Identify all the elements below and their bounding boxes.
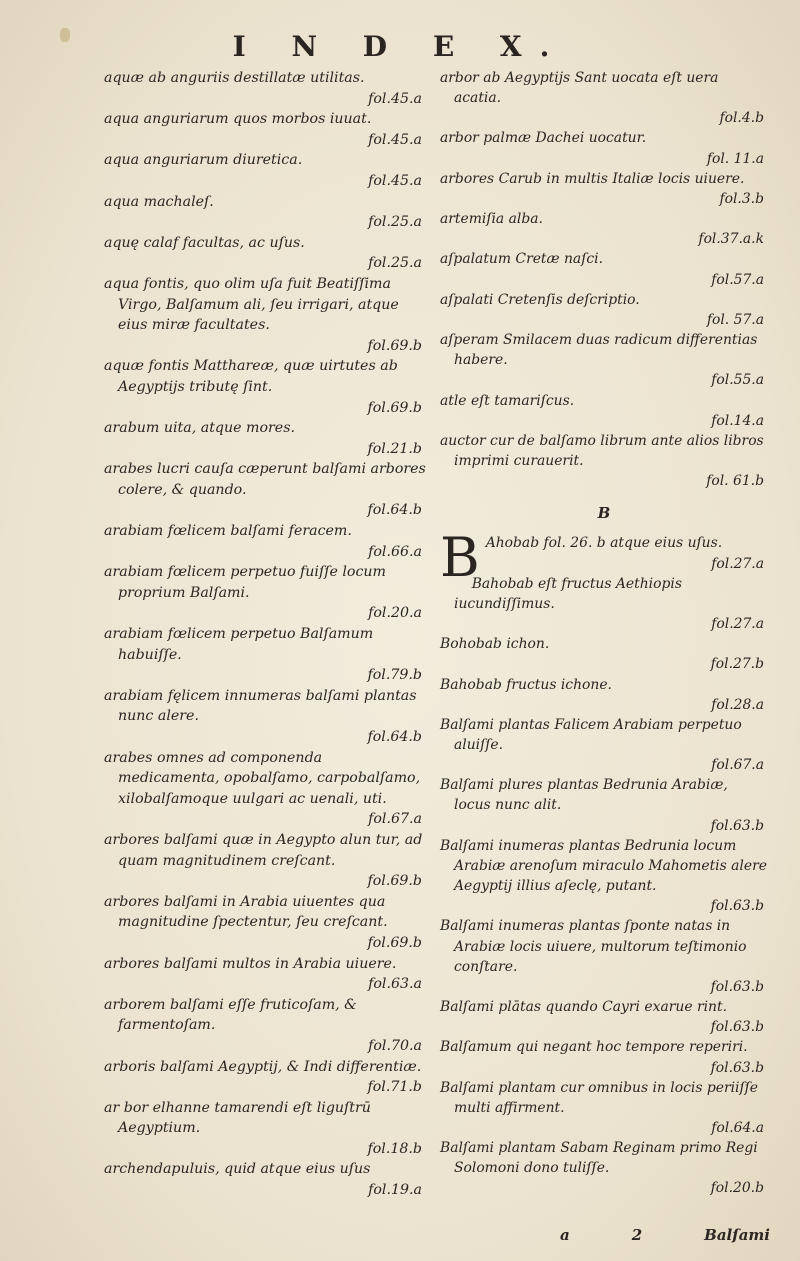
entry-text: aqua machaleſ. [104, 193, 214, 210]
entry-text: arabiam fęlicem innumeras balſami plantas nunc alere. [104, 687, 417, 725]
index-entry [104, 748, 426, 830]
folio-reference: fol.63.b [710, 898, 764, 915]
index-entry [440, 209, 768, 249]
folio-reference: fol.4.b [719, 110, 764, 127]
folio-reference: fol.67.a [711, 757, 764, 774]
entry-text: arborem balſami eſſe fruticoſam, & farmentoſam. [104, 996, 357, 1034]
a-entries-continued [440, 68, 768, 491]
folio-reference: fol.27.a [711, 555, 764, 572]
signature-number: 2 [631, 1226, 643, 1244]
entry-text: aquę calaf facultas, ac uſus. [104, 234, 305, 251]
folio-reference: fol.25.a [368, 255, 422, 272]
entry-text: Balſami plantas Falicem Arabiam perpetuo aluiſſe. [440, 716, 742, 753]
entry-text: arabes omnes ad componenda medicamenta, opobalſamo, carpobalſamo, xilobalſamoque uulgari ac uenali, uti. [104, 749, 421, 807]
entry-text: Balſamum qui negant hoc tempore reperiri. [440, 1039, 748, 1056]
index-entry [104, 892, 426, 954]
folio-reference: fol.27.b [710, 656, 764, 673]
index-entry [440, 916, 768, 997]
folio-reference: fol. 61.b [706, 473, 764, 490]
entry-text: aſperam Smilacem duas radicum differentias habere. [440, 332, 758, 369]
entry-text: Balſami plantam cur omnibus in locis periiſſe multi affirment. [440, 1079, 758, 1116]
index-entry [104, 356, 426, 418]
entry-text: arbores balſami quæ in Aegypto alun tur, ad quam magnitudinem creſcant. [104, 831, 423, 869]
entry-text: arabiam fœlicem perpetuo Balſamum habuiſſe. [104, 626, 374, 663]
index-entry [440, 715, 768, 775]
index-entry [104, 995, 426, 1057]
folio-reference: fol.69.b [367, 337, 422, 354]
folio-reference: fol.63.b [710, 1059, 764, 1076]
entry-text: Ahobab fol. 26. b atque eius uſus. [485, 535, 723, 552]
index-entry [440, 330, 768, 390]
entry-text: Balſami plantam Sabam Reginam primo Regi Solomoni dono tuliſſe. [440, 1140, 758, 1177]
page-footer [560, 1226, 770, 1244]
index-entry [104, 1159, 426, 1200]
index-entry [104, 233, 426, 274]
folio-reference: fol.69.b [367, 873, 422, 890]
index-entry [440, 1037, 768, 1077]
index-entry [104, 624, 426, 686]
folio-reference: fol.14.a [711, 412, 764, 429]
entry-text: Bahobab eſt fructus Aethiopis iucundiſſimus. [454, 575, 682, 612]
index-entry [440, 675, 768, 715]
index-entry [104, 274, 426, 356]
entry-text: aquæ fontis Matthareæ, quæ uirtutes ab Aegyptijs tributę ſint. [104, 358, 398, 395]
index-entry [104, 459, 426, 521]
index-entry [440, 391, 768, 431]
folio-reference: fol.18.b [367, 1140, 422, 1157]
folio-reference: fol.69.b [367, 934, 422, 951]
index-entry [104, 686, 426, 748]
entry-text: Balſami plātas quando Cayri exarue rint. [440, 999, 727, 1016]
folio-reference: fol.27.a [711, 616, 764, 633]
folio-reference: fol.64.a [711, 1119, 764, 1136]
entry-text: Balſami plures plantas Bedrunia Arabiæ, locus nunc alit. [440, 777, 728, 814]
index-entry [440, 290, 768, 330]
index-entry [440, 997, 768, 1037]
page-title: I N D E X. [232, 30, 568, 63]
folio-reference: fol.3.b [719, 190, 764, 207]
index-entry [104, 1098, 426, 1160]
entry-text: aqua anguriarum diuretica. [104, 152, 303, 169]
entry-text: arboris balſami Aegyptij, & Indi differentiæ. [104, 1058, 422, 1075]
index-entry [104, 150, 426, 191]
entry-text: artemiſia alba. [440, 211, 543, 228]
folio-reference: fol. 57.a [706, 311, 764, 328]
index-entry [440, 1138, 768, 1198]
signature-mark: a [560, 1226, 570, 1244]
folio-reference: fol.45.a [368, 90, 422, 107]
right-column [440, 68, 768, 1199]
entry-text: arbores balſami in Arabia uiuentes qua magnitudine ſpectentur, ſeu creſcant. [104, 893, 388, 931]
b-entries [440, 526, 768, 1198]
folio-reference: fol.20.b [710, 1180, 764, 1197]
entry-text: arbor ab Aegyptijs Sant uocata eſt uera acatia. [440, 70, 719, 107]
folio-reference: fol.63.b [710, 978, 764, 995]
entry-text: Balſami inumeras plantas ſponte natas in Arabiæ locis uiuere, multorum teſtimonio conſtare. [440, 918, 747, 975]
section-letter-b: B [597, 504, 611, 523]
index-entry [440, 634, 768, 674]
entry-text: Bohobab ichon. [440, 636, 550, 653]
index-entry [440, 1078, 768, 1138]
index-entry [440, 775, 768, 835]
entry-text: aſpalatum Cretæ naſci. [440, 251, 603, 268]
index-entry [440, 574, 768, 634]
folio-reference: fol.37.a.k [698, 231, 764, 248]
folio-reference: fol.79.b [367, 667, 422, 684]
folio-reference: fol.63.b [710, 1019, 764, 1036]
folio-reference: fol.45.a [368, 172, 422, 189]
entry-text: aqua fontis, quo olim uſa fuit Beatiſſima Virgo, Balſamum ali, ſeu irrigari, atque eius miræ facultates. [104, 275, 399, 334]
index-entry [104, 192, 426, 233]
entry-text: Balſami inumeras plantas Bedrunia locum Arabiæ arenoſum miraculo Mahometis alere Aegyptij illius aſeclę, putant. [440, 837, 767, 895]
index-entry [104, 521, 426, 562]
folio-reference: fol.70.a [368, 1037, 422, 1054]
entry-text: aquæ ab anguriis destillatæ utilitas. [104, 70, 365, 86]
index-entry [104, 109, 426, 150]
index-entry [440, 169, 768, 209]
catchword: Balſami [704, 1226, 770, 1244]
folio-reference: fol.63.a [368, 976, 422, 993]
folio-reference: fol.66.a [368, 543, 422, 560]
folio-reference: fol.67.a [368, 811, 422, 828]
entry-text: arbores Carub in multis Italiæ locis uiuere. [440, 170, 745, 187]
entry-text: aſpalati Cretenſis deſcriptio. [440, 291, 640, 308]
entry-text: auctor cur de balſamo librum ante alios libros imprimi curauerit. [440, 432, 764, 469]
entry-text: atle eſt tamariſcus. [440, 392, 575, 409]
index-entry [104, 562, 426, 624]
folio-reference: fol.20.a [368, 605, 422, 622]
index-entry [104, 1057, 426, 1098]
entry-text: archendapuluis, quid atque eius uſus [104, 1161, 371, 1178]
folio-reference: fol.25.a [368, 214, 422, 231]
entry-text: arbor palmæ Dachei uocatur. [440, 130, 647, 147]
folio-reference: fol.28.a [711, 696, 764, 713]
folio-reference: fol.21.b [367, 440, 422, 457]
index-entry [440, 431, 768, 491]
folio-reference: fol.64.b [367, 729, 422, 745]
folio-reference: fol. 11.a [706, 150, 764, 167]
index-entry [104, 418, 426, 459]
index-entry [440, 68, 768, 128]
index-entry [440, 249, 768, 289]
entry-text: aqua anguriarum quos morbos iuuat. [104, 111, 372, 128]
left-column [104, 68, 426, 1201]
folio-reference: fol.63.b [710, 817, 764, 834]
folio-reference: fol.57.a [711, 271, 764, 288]
folio-reference: fol.64.b [367, 502, 422, 519]
entry-text: ar bor elhanne tamarendi eſt liguſtrū Aegyptium. [104, 1099, 371, 1137]
index-entry [104, 68, 426, 109]
entry-text: arbores balſami multos in Arabia uiuere. [104, 955, 397, 972]
drop-cap-letter: B [440, 526, 480, 590]
folio-reference: fol.71.b [367, 1079, 422, 1096]
folio-reference: fol.69.b [367, 399, 422, 416]
index-entry [440, 526, 768, 590]
entry-text: arabum uita, atque mores. [104, 420, 295, 437]
index-entry [104, 954, 426, 995]
entry-text: arabiam fœlicem balſami feracem. [104, 523, 352, 540]
folio-reference: fol.19.a [368, 1182, 422, 1199]
index-entry [440, 836, 768, 917]
index-entry [440, 128, 768, 168]
index-entry [104, 830, 426, 892]
entry-text: Bahobab fructus ichone. [440, 676, 612, 693]
entry-text: arabiam fœlicem perpetuo fuiſſe locum proprium Balſami. [104, 564, 386, 601]
folio-reference: fol.45.a [368, 131, 422, 148]
entry-text: arabes lucri cauſa cæperunt balſami arbores colere, & quando. [104, 461, 426, 498]
folio-reference: fol.55.a [711, 372, 764, 389]
